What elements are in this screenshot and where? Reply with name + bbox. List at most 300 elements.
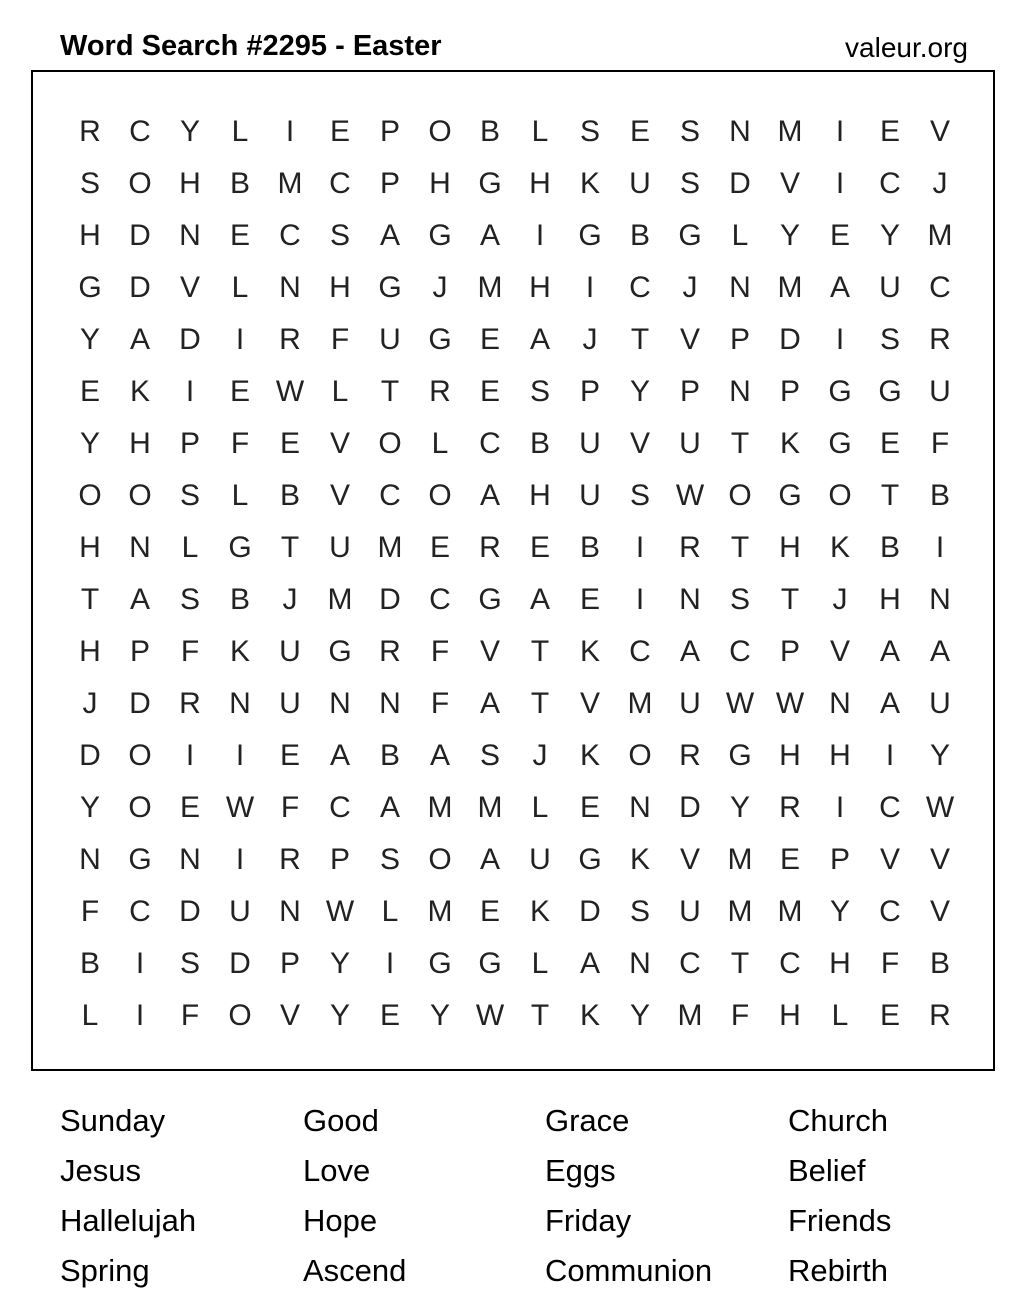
- grid-letter[interactable]: W: [925, 791, 955, 824]
- grid-letter[interactable]: I: [535, 219, 545, 252]
- grid-letter[interactable]: F: [930, 427, 950, 460]
- grid-letter[interactable]: V: [929, 115, 950, 148]
- grid-letter[interactable]: O: [428, 479, 452, 512]
- grid-letter[interactable]: R: [379, 635, 401, 668]
- grid-letter[interactable]: G: [428, 947, 452, 980]
- grid-letter[interactable]: U: [279, 687, 301, 720]
- grid-letter[interactable]: T: [280, 531, 300, 564]
- grid-letter[interactable]: D: [179, 323, 201, 356]
- grid-letter[interactable]: Y: [79, 427, 100, 460]
- grid-letter[interactable]: C: [629, 271, 651, 304]
- grid-letter[interactable]: C: [879, 167, 901, 200]
- grid-letter[interactable]: I: [835, 167, 845, 200]
- grid-letter[interactable]: I: [835, 791, 845, 824]
- grid-letter[interactable]: G: [578, 843, 602, 876]
- grid-letter[interactable]: D: [379, 583, 401, 616]
- grid-letter[interactable]: B: [629, 219, 650, 252]
- grid-letter[interactable]: J: [832, 583, 848, 616]
- grid-letter[interactable]: M: [927, 219, 953, 252]
- grid-letter[interactable]: L: [531, 947, 549, 980]
- grid-letter[interactable]: M: [477, 271, 503, 304]
- grid-letter[interactable]: C: [779, 947, 801, 980]
- grid-letter[interactable]: H: [329, 271, 351, 304]
- grid-letter[interactable]: O: [228, 999, 252, 1032]
- grid-letter[interactable]: S: [379, 843, 400, 876]
- grid-letter[interactable]: J: [82, 687, 98, 720]
- grid-letter[interactable]: L: [81, 999, 99, 1032]
- grid-letter[interactable]: P: [379, 167, 400, 200]
- grid-letter[interactable]: H: [79, 531, 101, 564]
- grid-letter[interactable]: I: [135, 947, 145, 980]
- grid-letter[interactable]: M: [727, 843, 753, 876]
- grid-letter[interactable]: S: [579, 115, 600, 148]
- grid-letter[interactable]: R: [479, 531, 501, 564]
- grid-letter[interactable]: E: [479, 375, 500, 408]
- grid-letter[interactable]: T: [530, 999, 550, 1032]
- grid-letter[interactable]: I: [635, 531, 645, 564]
- grid-letter[interactable]: M: [777, 115, 803, 148]
- grid-letter[interactable]: W: [325, 895, 355, 928]
- grid-letter[interactable]: Y: [329, 999, 350, 1032]
- grid-letter[interactable]: Y: [879, 219, 900, 252]
- grid-letter[interactable]: L: [231, 271, 249, 304]
- grid-letter[interactable]: R: [929, 323, 951, 356]
- grid-letter[interactable]: E: [879, 115, 900, 148]
- grid-letter[interactable]: E: [279, 739, 300, 772]
- grid-letter[interactable]: H: [829, 947, 851, 980]
- grid-letter[interactable]: E: [879, 427, 900, 460]
- grid-letter[interactable]: A: [479, 479, 500, 512]
- grid-letter[interactable]: V: [679, 843, 700, 876]
- grid-letter[interactable]: I: [585, 271, 595, 304]
- grid-letter[interactable]: G: [728, 739, 752, 772]
- grid-letter[interactable]: H: [429, 167, 451, 200]
- grid-letter[interactable]: V: [329, 479, 350, 512]
- grid-letter[interactable]: M: [627, 687, 653, 720]
- grid-letter[interactable]: D: [129, 271, 151, 304]
- grid-letter[interactable]: G: [428, 219, 452, 252]
- grid-letter[interactable]: Y: [729, 791, 750, 824]
- grid-letter[interactable]: I: [235, 739, 245, 772]
- grid-letter[interactable]: S: [79, 167, 100, 200]
- grid-letter[interactable]: J: [432, 271, 448, 304]
- grid-letter[interactable]: B: [579, 531, 600, 564]
- grid-letter[interactable]: M: [727, 895, 753, 928]
- grid-letter[interactable]: T: [530, 635, 550, 668]
- grid-letter[interactable]: I: [385, 947, 395, 980]
- grid-letter[interactable]: H: [779, 999, 801, 1032]
- grid-letter[interactable]: D: [679, 791, 701, 824]
- grid-letter[interactable]: I: [935, 531, 945, 564]
- grid-letter[interactable]: S: [529, 375, 550, 408]
- grid-letter[interactable]: A: [129, 323, 150, 356]
- grid-letter[interactable]: L: [381, 895, 399, 928]
- grid-letter[interactable]: P: [679, 375, 700, 408]
- grid-letter[interactable]: E: [79, 375, 100, 408]
- grid-letter[interactable]: G: [828, 427, 852, 460]
- grid-letter[interactable]: F: [430, 687, 450, 720]
- grid-letter[interactable]: T: [730, 427, 750, 460]
- grid-letter[interactable]: K: [229, 635, 250, 668]
- grid-letter[interactable]: I: [835, 323, 845, 356]
- grid-letter[interactable]: R: [179, 687, 201, 720]
- grid-letter[interactable]: C: [329, 791, 351, 824]
- grid-letter[interactable]: K: [129, 375, 150, 408]
- grid-letter[interactable]: S: [179, 583, 200, 616]
- grid-letter[interactable]: C: [379, 479, 401, 512]
- grid-letter[interactable]: C: [329, 167, 351, 200]
- grid-letter[interactable]: F: [430, 635, 450, 668]
- grid-letter[interactable]: K: [779, 427, 800, 460]
- grid-letter[interactable]: M: [777, 271, 803, 304]
- grid-letter[interactable]: M: [327, 583, 353, 616]
- grid-letter[interactable]: Y: [629, 375, 650, 408]
- grid-letter[interactable]: N: [279, 271, 301, 304]
- grid-letter[interactable]: O: [128, 791, 152, 824]
- grid-letter[interactable]: U: [329, 531, 351, 564]
- grid-letter[interactable]: H: [129, 427, 151, 460]
- grid-letter[interactable]: M: [427, 791, 453, 824]
- grid-letter[interactable]: H: [529, 479, 551, 512]
- grid-letter[interactable]: W: [675, 479, 705, 512]
- grid-letter[interactable]: O: [78, 479, 102, 512]
- grid-letter[interactable]: D: [579, 895, 601, 928]
- grid-letter[interactable]: S: [679, 167, 700, 200]
- grid-letter[interactable]: A: [829, 271, 850, 304]
- grid-letter[interactable]: G: [778, 479, 802, 512]
- grid-letter[interactable]: V: [929, 895, 950, 928]
- grid-letter[interactable]: Y: [829, 895, 850, 928]
- grid-letter[interactable]: T: [380, 375, 400, 408]
- grid-letter[interactable]: S: [729, 583, 750, 616]
- grid-letter[interactable]: V: [829, 635, 850, 668]
- grid-letter[interactable]: H: [529, 271, 551, 304]
- grid-letter[interactable]: G: [78, 271, 102, 304]
- grid-letter[interactable]: P: [379, 115, 400, 148]
- grid-letter[interactable]: V: [629, 427, 650, 460]
- grid-letter[interactable]: G: [128, 843, 152, 876]
- grid-letter[interactable]: Y: [329, 947, 350, 980]
- grid-letter[interactable]: H: [79, 219, 101, 252]
- grid-letter[interactable]: U: [579, 427, 601, 460]
- grid-letter[interactable]: L: [231, 479, 249, 512]
- grid-letter[interactable]: I: [285, 115, 295, 148]
- grid-letter[interactable]: W: [725, 687, 755, 720]
- grid-letter[interactable]: R: [279, 323, 301, 356]
- grid-letter[interactable]: B: [229, 167, 250, 200]
- grid-letter[interactable]: U: [229, 895, 251, 928]
- grid-letter[interactable]: R: [679, 531, 701, 564]
- grid-letter[interactable]: B: [379, 739, 400, 772]
- grid-letter[interactable]: G: [228, 531, 252, 564]
- grid-letter[interactable]: W: [225, 791, 255, 824]
- grid-letter[interactable]: U: [629, 167, 651, 200]
- grid-letter[interactable]: M: [427, 895, 453, 928]
- grid-letter[interactable]: V: [329, 427, 350, 460]
- grid-letter[interactable]: G: [378, 271, 402, 304]
- grid-letter[interactable]: I: [235, 323, 245, 356]
- grid-letter[interactable]: S: [479, 739, 500, 772]
- grid-letter[interactable]: V: [479, 635, 500, 668]
- grid-letter[interactable]: F: [730, 999, 750, 1032]
- grid-letter[interactable]: V: [929, 843, 950, 876]
- grid-letter[interactable]: E: [579, 791, 600, 824]
- grid-letter[interactable]: C: [129, 115, 151, 148]
- grid-letter[interactable]: N: [229, 687, 251, 720]
- grid-letter[interactable]: O: [628, 739, 652, 772]
- grid-letter[interactable]: O: [128, 739, 152, 772]
- grid-letter[interactable]: A: [529, 583, 550, 616]
- grid-letter[interactable]: N: [329, 687, 351, 720]
- grid-letter[interactable]: T: [530, 687, 550, 720]
- grid-letter[interactable]: T: [730, 947, 750, 980]
- grid-letter[interactable]: N: [79, 843, 101, 876]
- grid-letter[interactable]: V: [179, 271, 200, 304]
- grid-letter[interactable]: N: [829, 687, 851, 720]
- grid-letter[interactable]: R: [679, 739, 701, 772]
- grid-letter[interactable]: F: [80, 895, 100, 928]
- grid-letter[interactable]: A: [479, 219, 500, 252]
- grid-letter[interactable]: O: [128, 479, 152, 512]
- grid-letter[interactable]: S: [179, 479, 200, 512]
- grid-letter[interactable]: T: [80, 583, 100, 616]
- grid-letter[interactable]: I: [835, 115, 845, 148]
- grid-letter[interactable]: E: [229, 375, 250, 408]
- grid-letter[interactable]: E: [179, 791, 200, 824]
- grid-letter[interactable]: D: [79, 739, 101, 772]
- grid-letter[interactable]: C: [929, 271, 951, 304]
- grid-letter[interactable]: H: [179, 167, 201, 200]
- grid-letter[interactable]: A: [479, 687, 500, 720]
- grid-letter[interactable]: R: [79, 115, 101, 148]
- grid-letter[interactable]: M: [677, 999, 703, 1032]
- grid-letter[interactable]: W: [275, 375, 305, 408]
- grid-letter[interactable]: V: [279, 999, 300, 1032]
- grid-letter[interactable]: D: [779, 323, 801, 356]
- grid-letter[interactable]: Y: [179, 115, 200, 148]
- grid-letter[interactable]: F: [330, 323, 350, 356]
- grid-letter[interactable]: G: [578, 219, 602, 252]
- grid-letter[interactable]: N: [729, 115, 751, 148]
- grid-letter[interactable]: C: [879, 895, 901, 928]
- grid-letter[interactable]: C: [129, 895, 151, 928]
- grid-letter[interactable]: N: [279, 895, 301, 928]
- grid-letter[interactable]: N: [729, 271, 751, 304]
- grid-letter[interactable]: Y: [429, 999, 450, 1032]
- grid-letter[interactable]: R: [929, 999, 951, 1032]
- grid-letter[interactable]: C: [679, 947, 701, 980]
- grid-letter[interactable]: N: [929, 583, 951, 616]
- grid-letter[interactable]: A: [529, 323, 550, 356]
- grid-letter[interactable]: B: [279, 479, 300, 512]
- grid-letter[interactable]: F: [180, 635, 200, 668]
- grid-letter[interactable]: A: [879, 635, 900, 668]
- grid-letter[interactable]: K: [529, 895, 550, 928]
- grid-letter[interactable]: J: [932, 167, 948, 200]
- grid-letter[interactable]: W: [475, 999, 505, 1032]
- grid-letter[interactable]: U: [929, 687, 951, 720]
- grid-letter[interactable]: A: [329, 739, 350, 772]
- grid-letter[interactable]: H: [829, 739, 851, 772]
- grid-letter[interactable]: A: [129, 583, 150, 616]
- grid-letter[interactable]: S: [879, 323, 900, 356]
- grid-letter[interactable]: L: [231, 115, 249, 148]
- grid-letter[interactable]: R: [279, 843, 301, 876]
- grid-letter[interactable]: A: [879, 687, 900, 720]
- grid-letter[interactable]: U: [879, 271, 901, 304]
- grid-letter[interactable]: G: [478, 583, 502, 616]
- grid-letter[interactable]: S: [179, 947, 200, 980]
- grid-letter[interactable]: C: [729, 635, 751, 668]
- grid-letter[interactable]: K: [629, 843, 650, 876]
- grid-letter[interactable]: G: [478, 947, 502, 980]
- grid-letter[interactable]: A: [429, 739, 450, 772]
- grid-letter[interactable]: M: [777, 895, 803, 928]
- grid-letter[interactable]: N: [679, 583, 701, 616]
- grid-letter[interactable]: N: [629, 947, 651, 980]
- grid-letter[interactable]: P: [729, 323, 750, 356]
- grid-letter[interactable]: J: [282, 583, 298, 616]
- grid-letter[interactable]: T: [780, 583, 800, 616]
- grid-letter[interactable]: S: [329, 219, 350, 252]
- grid-letter[interactable]: I: [235, 843, 245, 876]
- grid-letter[interactable]: K: [579, 739, 600, 772]
- grid-letter[interactable]: P: [129, 635, 150, 668]
- grid-letter[interactable]: O: [428, 843, 452, 876]
- grid-letter[interactable]: D: [129, 219, 151, 252]
- grid-letter[interactable]: O: [828, 479, 852, 512]
- grid-letter[interactable]: U: [679, 687, 701, 720]
- grid-letter[interactable]: H: [779, 739, 801, 772]
- grid-letter[interactable]: G: [878, 375, 902, 408]
- grid-letter[interactable]: Y: [79, 791, 100, 824]
- grid-letter[interactable]: Y: [929, 739, 950, 772]
- grid-letter[interactable]: N: [179, 219, 201, 252]
- grid-letter[interactable]: E: [479, 895, 500, 928]
- grid-letter[interactable]: O: [428, 115, 452, 148]
- grid-letter[interactable]: F: [880, 947, 900, 980]
- grid-letter[interactable]: U: [679, 895, 701, 928]
- grid-letter[interactable]: G: [478, 167, 502, 200]
- grid-letter[interactable]: I: [635, 583, 645, 616]
- grid-letter[interactable]: D: [229, 947, 251, 980]
- grid-letter[interactable]: E: [229, 219, 250, 252]
- grid-letter[interactable]: F: [180, 999, 200, 1032]
- grid-letter[interactable]: K: [829, 531, 850, 564]
- grid-letter[interactable]: M: [477, 791, 503, 824]
- grid-letter[interactable]: V: [579, 687, 600, 720]
- grid-letter[interactable]: S: [629, 895, 650, 928]
- grid-letter[interactable]: C: [429, 583, 451, 616]
- grid-letter[interactable]: E: [529, 531, 550, 564]
- grid-letter[interactable]: O: [378, 427, 402, 460]
- grid-letter[interactable]: N: [729, 375, 751, 408]
- grid-letter[interactable]: E: [479, 323, 500, 356]
- grid-letter[interactable]: B: [929, 947, 950, 980]
- grid-letter[interactable]: C: [879, 791, 901, 824]
- grid-letter[interactable]: P: [329, 843, 350, 876]
- grid-letter[interactable]: E: [579, 583, 600, 616]
- grid-letter[interactable]: M: [377, 531, 403, 564]
- grid-letter[interactable]: E: [279, 427, 300, 460]
- grid-letter[interactable]: P: [279, 947, 300, 980]
- grid-letter[interactable]: N: [129, 531, 151, 564]
- grid-letter[interactable]: R: [429, 375, 451, 408]
- grid-letter[interactable]: D: [729, 167, 751, 200]
- grid-letter[interactable]: M: [277, 167, 303, 200]
- grid-letter[interactable]: P: [779, 375, 800, 408]
- grid-letter[interactable]: I: [135, 999, 145, 1032]
- grid-letter[interactable]: E: [429, 531, 450, 564]
- grid-letter[interactable]: C: [629, 635, 651, 668]
- grid-letter[interactable]: F: [230, 427, 250, 460]
- grid-letter[interactable]: E: [629, 115, 650, 148]
- grid-letter[interactable]: A: [379, 219, 400, 252]
- grid-letter[interactable]: K: [579, 999, 600, 1032]
- grid-letter[interactable]: G: [428, 323, 452, 356]
- grid-letter[interactable]: J: [682, 271, 698, 304]
- grid-letter[interactable]: L: [331, 375, 349, 408]
- grid-letter[interactable]: U: [579, 479, 601, 512]
- grid-letter[interactable]: S: [679, 115, 700, 148]
- grid-letter[interactable]: I: [185, 375, 195, 408]
- grid-letter[interactable]: U: [529, 843, 551, 876]
- grid-letter[interactable]: E: [379, 999, 400, 1032]
- grid-letter[interactable]: L: [181, 531, 199, 564]
- grid-letter[interactable]: H: [79, 635, 101, 668]
- grid-letter[interactable]: P: [579, 375, 600, 408]
- grid-letter[interactable]: Y: [779, 219, 800, 252]
- grid-letter[interactable]: T: [630, 323, 650, 356]
- grid-letter[interactable]: P: [779, 635, 800, 668]
- grid-letter[interactable]: C: [479, 427, 501, 460]
- grid-letter[interactable]: O: [728, 479, 752, 512]
- grid-letter[interactable]: G: [328, 635, 352, 668]
- grid-letter[interactable]: E: [329, 115, 350, 148]
- grid-letter[interactable]: G: [678, 219, 702, 252]
- grid-letter[interactable]: N: [379, 687, 401, 720]
- grid-letter[interactable]: B: [529, 427, 550, 460]
- grid-letter[interactable]: N: [179, 843, 201, 876]
- grid-letter[interactable]: E: [829, 219, 850, 252]
- grid-letter[interactable]: I: [185, 739, 195, 772]
- grid-letter[interactable]: U: [929, 375, 951, 408]
- grid-letter[interactable]: E: [779, 843, 800, 876]
- grid-letter[interactable]: A: [679, 635, 700, 668]
- grid-letter[interactable]: L: [831, 999, 849, 1032]
- grid-letter[interactable]: T: [880, 479, 900, 512]
- grid-letter[interactable]: L: [431, 427, 449, 460]
- grid-letter[interactable]: G: [828, 375, 852, 408]
- grid-letter[interactable]: F: [280, 791, 300, 824]
- grid-letter[interactable]: B: [479, 115, 500, 148]
- grid-letter[interactable]: W: [775, 687, 805, 720]
- grid-letter[interactable]: J: [582, 323, 598, 356]
- grid-letter[interactable]: B: [79, 947, 100, 980]
- grid-letter[interactable]: A: [579, 947, 600, 980]
- grid-letter[interactable]: P: [829, 843, 850, 876]
- grid-letter[interactable]: A: [929, 635, 950, 668]
- grid-letter[interactable]: L: [731, 219, 749, 252]
- grid-letter[interactable]: T: [730, 531, 750, 564]
- grid-letter[interactable]: D: [129, 687, 151, 720]
- grid-letter[interactable]: I: [885, 739, 895, 772]
- grid-letter[interactable]: U: [379, 323, 401, 356]
- grid-letter[interactable]: O: [128, 167, 152, 200]
- grid-letter[interactable]: H: [879, 583, 901, 616]
- grid-letter[interactable]: B: [229, 583, 250, 616]
- grid-letter[interactable]: A: [379, 791, 400, 824]
